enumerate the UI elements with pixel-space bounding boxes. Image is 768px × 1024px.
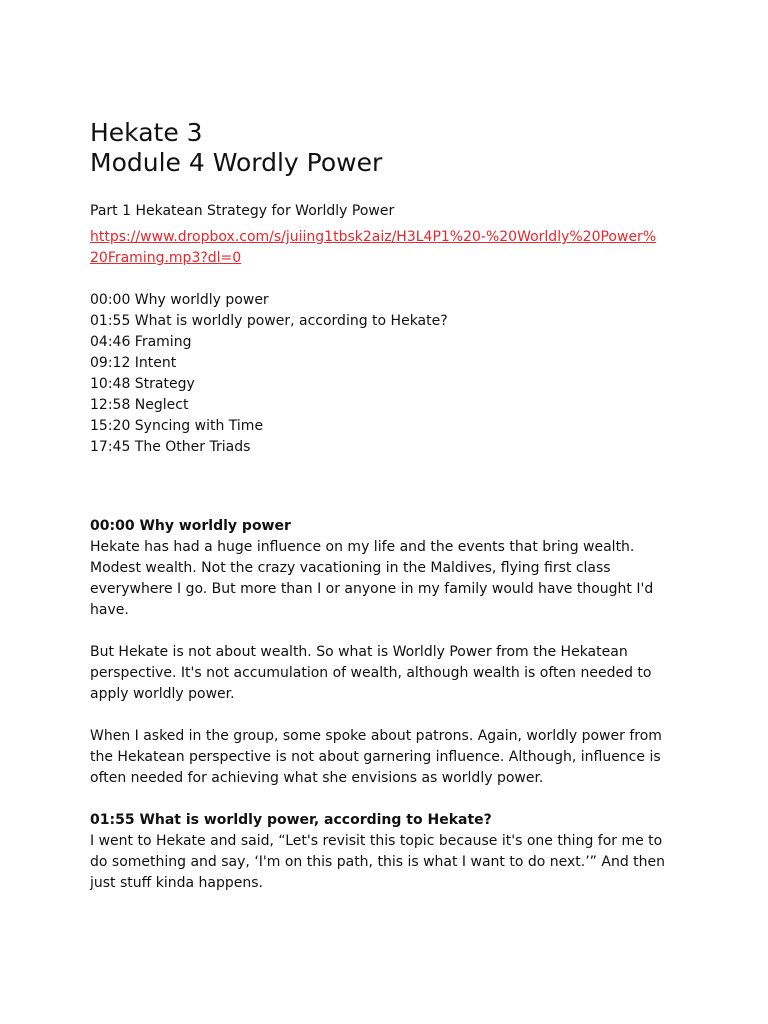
toc-item: 04:46 Framing [90, 334, 192, 350]
document-page [90, 118, 680, 894]
toc-item: 15:20 Syncing with Time [90, 418, 264, 434]
toc-item: 00:00 Why worldly power [90, 292, 269, 308]
document-title [90, 118, 680, 178]
paragraph: When I asked in the group, some spoke about patrons. Again, worldly power from the Hekatean perspective is not about garnering influence. Although, influence is often needed for achieving what she envisions as worldly power. [90, 728, 662, 786]
paragraph: Hekate has had a huge influence on my life and the events that bring wealth. Modest wealth. Not the crazy vacationing in the Maldives, flying first class everywhere I go. But more than I or anyone in my family would have thought I'd have. [90, 539, 654, 618]
toc-item: 10:48 Strategy [90, 376, 195, 392]
section-why-worldly-power [90, 516, 680, 789]
section-heading: 01:55 What is worldly power, according to Hekate? [90, 812, 492, 828]
part-label: Part 1 Hekatean Strategy for Worldly Power [90, 203, 395, 219]
title-line-2: Module 4 Wordly Power [90, 148, 383, 177]
timestamp-list [90, 290, 680, 458]
toc-item: 12:58 Neglect [90, 397, 189, 413]
toc-item: 09:12 Intent [90, 355, 177, 371]
section-what-is-worldly-power [90, 810, 680, 894]
title-line-1: Hekate 3 [90, 118, 203, 147]
toc-item: 17:45 The Other Triads [90, 439, 251, 455]
toc-item: 01:55 What is worldly power, according to Hekate? [90, 313, 448, 329]
section-heading: 00:00 Why worldly power [90, 518, 291, 534]
paragraph: I went to Hekate and said, “Let's revisit this topic because it's one thing for me to do something and say, ‘I'm on this path, this is what I want to do next.’” And then just stuff kinda happens. [90, 833, 666, 891]
audio-link[interactable]: https://www.dropbox.com/s/juiing1tbsk2aiz/H3L4P1%20-%20Worldly%20Power%20Framing.mp3?dl=0 [90, 229, 657, 266]
paragraph: But Hekate is not about wealth. So what is Worldly Power from the Hekatean perspective. It's not accumulation of wealth, although wealth is often needed to apply worldly power. [90, 644, 652, 702]
